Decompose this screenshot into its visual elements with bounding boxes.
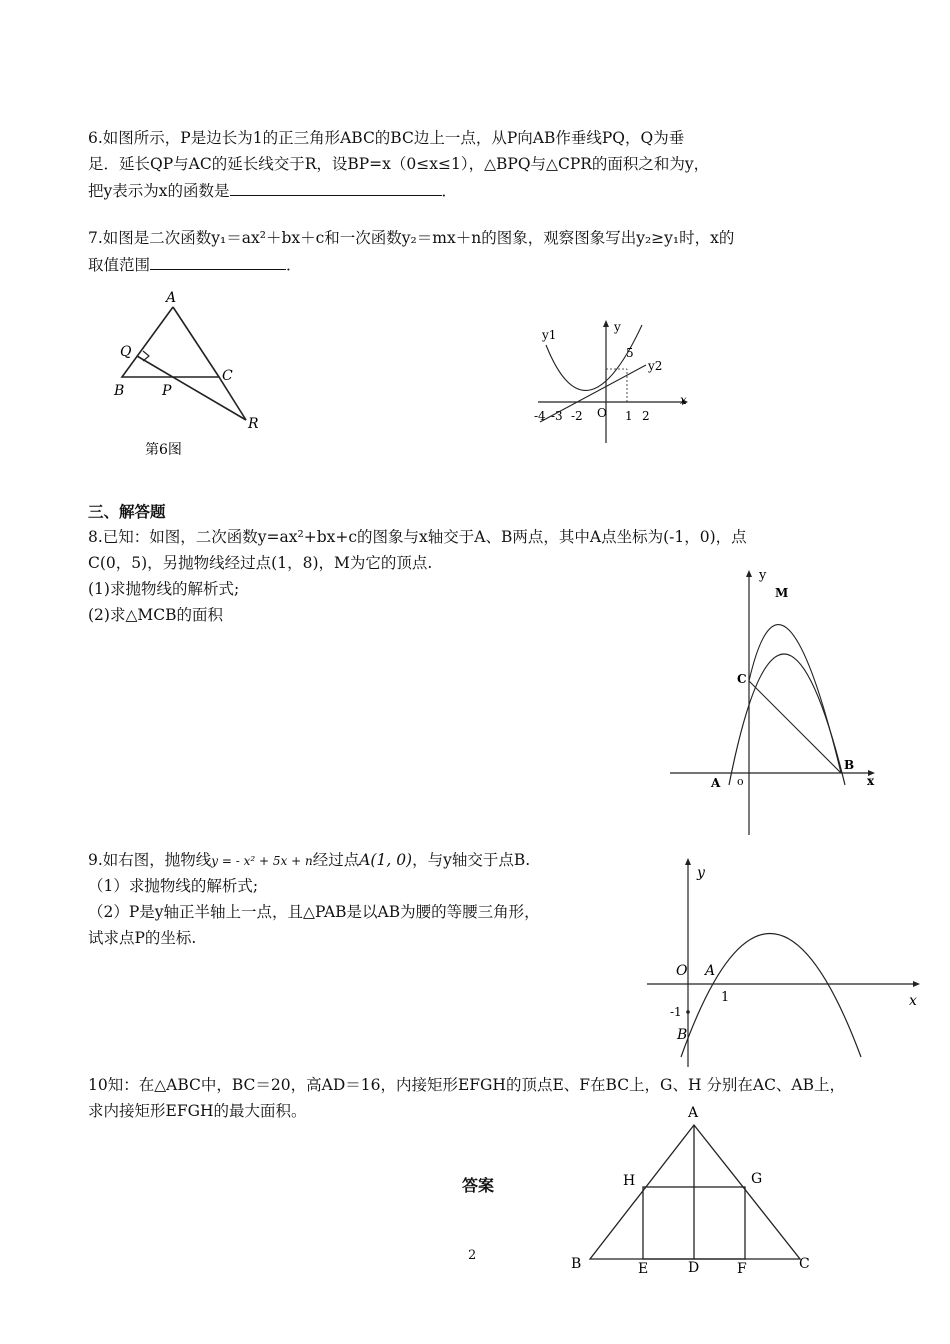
fig9-label-neg1: -1: [670, 1005, 682, 1019]
page-number: 2: [468, 1248, 477, 1263]
fig7-label-1: 1: [625, 409, 633, 423]
fig8-label-C: C: [737, 672, 747, 686]
fig8-parabola-2: [749, 625, 841, 773]
fig8-y-arrow: [746, 570, 752, 577]
fig9-label-1: 1: [721, 990, 730, 1005]
fig7-graph: [530, 315, 700, 445]
fig6-label-B: B: [114, 383, 125, 399]
q9-item1: （1）求抛物线的解析式;: [88, 877, 259, 895]
fig6-caption: 第6图: [145, 442, 182, 458]
q9-item2: （2）P是y轴正半轴上一点，且△PAB是以AB为腰的等腰三角形，: [88, 903, 540, 921]
fig9-parabola: [681, 934, 861, 1058]
fig7-label-O: O: [597, 406, 607, 420]
fig8-label-y: y: [759, 568, 767, 583]
q8-line2: C(0，5)，另抛物线经过点(1，8)，M为它的顶点.: [88, 554, 433, 572]
fig10-label-F: F: [737, 1261, 747, 1277]
q8-item1: (1)求抛物线的解析式;: [88, 580, 240, 598]
fig9-label-x: x: [909, 993, 917, 1009]
fig6-line-QR: [137, 356, 246, 420]
q6-line3-prefix: 把y表示为x的函数是: [88, 182, 230, 200]
fig9-x-arrow: [913, 981, 920, 987]
q8-item2: (2)求△MCB的面积: [88, 606, 223, 624]
q10-line2: 求内接矩形EFGH的最大面积。: [88, 1102, 307, 1120]
fig7-label-neg4: -4: [534, 409, 546, 423]
q6-line2: 足．延长QP与AC的延长线交于R，设BP=x（0≤x≤1），△BPQ与△CPR的面积之和为y，: [88, 155, 710, 173]
fig8-graph: [665, 563, 885, 838]
fig10-label-G: G: [751, 1171, 763, 1187]
fig8-label-M: M: [775, 586, 789, 600]
fig9-label-y: y: [697, 865, 705, 881]
fig8-label-x: x: [867, 774, 875, 788]
fig6-triangle-outline: [122, 307, 219, 377]
q9-item2b: 试求点P的坐标.: [88, 929, 197, 947]
q6-answer-blank: [230, 181, 442, 196]
fig10-label-H: H: [623, 1173, 636, 1189]
q6-line3: [88, 179, 457, 201]
fig9-y-arrow: [685, 858, 691, 865]
fig9-label-A: A: [705, 963, 716, 979]
q10-line1: 10知：在△ABC中，BC＝20，高AD＝16，内接矩形EFGH的顶点E、F在BC上，G、H 分别在AC、AB上，: [88, 1076, 846, 1094]
q7-line2: [88, 253, 302, 275]
fig6-label-R: R: [248, 416, 259, 432]
fig6-label-A: A: [166, 290, 177, 306]
q9-line1-suffix: ，与y轴交于点B.: [412, 851, 531, 869]
fig7-label-y2: y2: [648, 359, 663, 373]
section-3-heading: 三、解答题: [88, 502, 166, 521]
q9-equation: y = - x² + 5x + n: [211, 854, 313, 868]
fig10-label-E: E: [638, 1261, 649, 1277]
fig10-triangle: [565, 1100, 825, 1280]
fig7-label-x: x: [680, 393, 687, 407]
q9-line1-mid: 经过点: [312, 851, 360, 869]
fig6-triangle: [100, 282, 280, 472]
fig8-label-o: o: [737, 775, 744, 788]
fig7-label-neg3: -3: [551, 409, 563, 423]
q7-line2-prefix: 取值范围: [88, 256, 151, 274]
q7-line2-suffix: ．: [286, 256, 302, 274]
fig10-label-D: D: [688, 1260, 700, 1276]
q9-line1: [88, 848, 530, 870]
q9-line1-prefix: 9.如右图，抛物线: [88, 851, 212, 869]
q7-line1: 7.如图是二次函数y₁＝ax²＋bx＋c和一次函数y₂＝mx＋n的图象，观察图象写出y₂≥y₁时，x的: [88, 229, 735, 247]
fig8-segment-CB: [749, 681, 841, 773]
fig10-label-A: A: [688, 1105, 699, 1121]
fig10-label-C: C: [799, 1256, 810, 1272]
fig6-label-Q: Q: [120, 344, 132, 360]
fig8-label-B: B: [844, 758, 855, 772]
q9-point: A(1, 0): [359, 851, 413, 869]
fig10-label-B: B: [571, 1256, 582, 1272]
answer-heading: 答案: [462, 1176, 495, 1195]
fig9-graph: [645, 855, 930, 1075]
fig7-label-2: 2: [642, 409, 650, 423]
q6-line1: 6.如图所示，P是边长为1的正三角形ABC的BC边上一点，从P向AB作垂线PQ，Q为垂: [88, 129, 685, 147]
fig8-label-A: A: [711, 776, 721, 790]
fig9-label-B: B: [677, 1027, 688, 1043]
fig7-label-neg2: -2: [571, 409, 583, 423]
q6-line3-suffix: ．: [441, 182, 458, 200]
fig7-label-5: 5: [626, 346, 634, 360]
fig9-label-O: O: [676, 963, 688, 979]
fig7-y-arrow: [603, 320, 609, 327]
q8-line1: 8.已知：如图，二次函数y=ax²+bx+c的图象与x轴交于A、B两点，其中A点坐标为(-1，0)，点: [88, 528, 747, 546]
fig10-triangle-ABC: [590, 1125, 800, 1259]
q7-answer-blank: [150, 255, 286, 270]
fig6-label-P: P: [162, 383, 172, 399]
fig7-label-y: y: [614, 320, 621, 334]
fig6-label-C: C: [222, 368, 233, 384]
fig7-label-y1: y1: [542, 328, 557, 342]
fig6-right-angle: [143, 351, 149, 361]
fig9-point-neg1: [686, 1010, 690, 1014]
